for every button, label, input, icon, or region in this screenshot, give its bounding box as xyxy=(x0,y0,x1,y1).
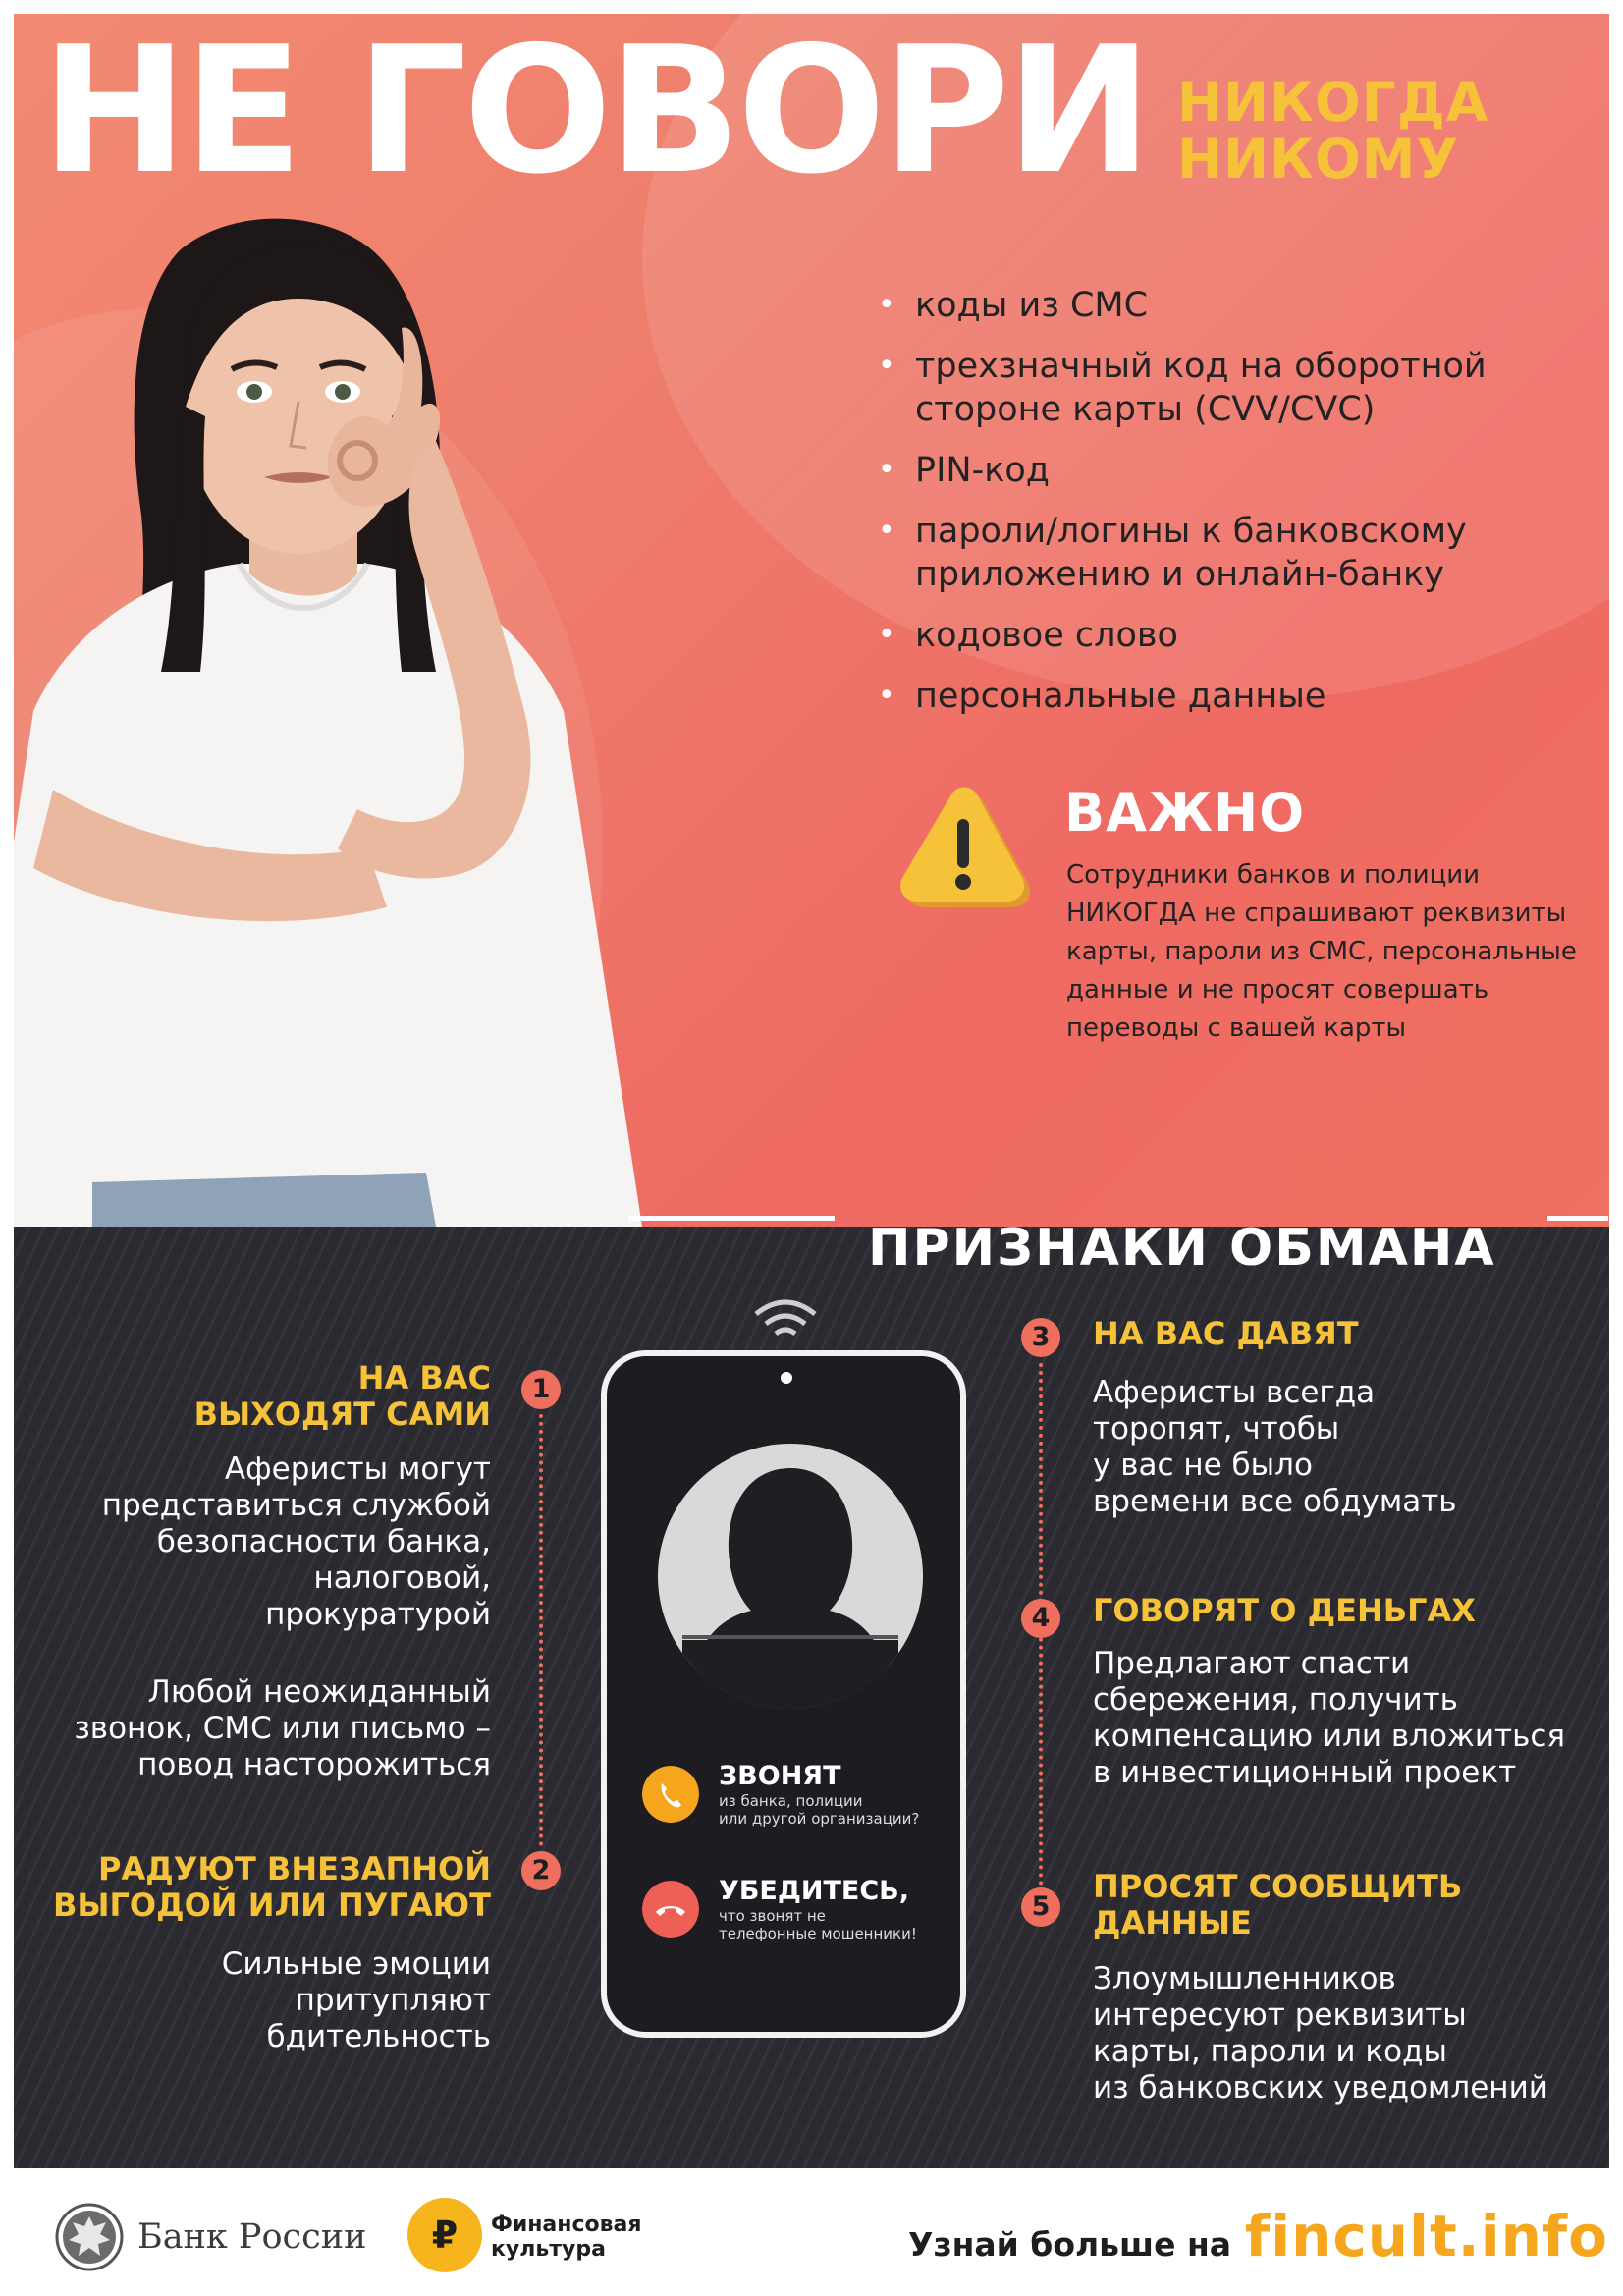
sign-5-title-line: ПРОСЯТ СООБЩИТЬ xyxy=(1093,1868,1463,1905)
sign-4-number: 4 xyxy=(1021,1599,1060,1638)
text-line: Сильные эмоции xyxy=(221,1946,491,1982)
text-line: звонок, СМС или письмо – xyxy=(74,1711,491,1746)
sign-5-text xyxy=(1093,1961,1613,2106)
fincult-name xyxy=(491,2213,642,2262)
sign-5-number: 5 xyxy=(1021,1887,1060,1927)
sign-2-title-line: ВЫГОДОЙ ИЛИ ПУГАЮТ xyxy=(52,1886,491,1924)
text-line: притупляют xyxy=(295,1983,491,2018)
incoming-call-icon xyxy=(642,1766,699,1823)
text-line: безопасности банка, xyxy=(156,1524,491,1559)
text-line: повод насторожиться xyxy=(137,1747,491,1782)
sign-2-title xyxy=(39,1851,491,1924)
text-line: Предлагают спасти xyxy=(1093,1646,1411,1681)
text-line: карты, пароли и коды xyxy=(1093,2034,1447,2069)
sign-3-number: 3 xyxy=(1021,1318,1060,1357)
sign-5-title-line: ДАННЫЕ xyxy=(1093,1904,1252,1941)
text-line: интересуют реквизиты xyxy=(1093,1997,1467,2033)
sign-2-number: 2 xyxy=(521,1851,561,1890)
list-item: • коды из СМС xyxy=(868,284,1575,327)
text-line: Злоумышленников xyxy=(1093,1961,1396,1996)
divider-line xyxy=(1547,1216,1608,1221)
text-line: что звонят не xyxy=(719,1907,826,1925)
text-line: прокуратурой xyxy=(265,1597,491,1632)
sign-3-text xyxy=(1093,1375,1584,1520)
dotted-connector xyxy=(539,1414,543,1846)
caller-avatar xyxy=(658,1444,923,1709)
text-line: бдительность xyxy=(266,2019,491,2054)
text-line: в инвестиционный проект xyxy=(1093,1755,1517,1790)
hang-up-icon xyxy=(642,1881,699,1938)
subtitle xyxy=(1177,71,1489,191)
subtitle-line-2: НИКОМУ xyxy=(1177,127,1459,191)
woman-silent-illustration xyxy=(14,161,701,1227)
text-line: Аферисты могут xyxy=(224,1451,491,1487)
call-title: ЗВОНЯТ xyxy=(719,1761,841,1791)
sign-5-title xyxy=(1093,1869,1584,1941)
sign-1-title-line: НА ВАС xyxy=(357,1359,491,1396)
main-title: НЕ ГОВОРИ xyxy=(41,14,1149,212)
learn-more-text: Узнай больше на xyxy=(908,2225,1232,2264)
sign-4-title: ГОВОРЯТ О ДЕНЬГАХ xyxy=(1093,1592,1476,1629)
text-line: Финансовая xyxy=(491,2213,642,2237)
top-section xyxy=(14,14,1609,1227)
list-item: • PIN-код xyxy=(868,449,1575,492)
check-subtitle xyxy=(719,1907,964,1942)
sign-3-title: НА ВАС ДАВЯТ xyxy=(1093,1315,1359,1352)
text-line: у вас не было xyxy=(1093,1448,1313,1483)
signal-icon xyxy=(751,1296,820,1345)
text-line: или другой организации? xyxy=(719,1810,920,1828)
text-line: телефонные мошенники! xyxy=(719,1925,917,1942)
bank-of-russia-emblem-icon xyxy=(55,2203,124,2271)
sign-2-text xyxy=(39,1946,491,2055)
text-line: налоговой, xyxy=(313,1560,491,1596)
list-item: • пароли/логины к банковскому приложению и онлайн-банку xyxy=(868,510,1575,596)
text-line: компенсацию или вложиться xyxy=(1093,1719,1566,1754)
sign-2-title-line: РАДУЮТ ВНЕЗАПНОЙ xyxy=(98,1850,491,1887)
website-link[interactable]: fincult.info xyxy=(1245,2203,1608,2269)
important-text: Сотрудники банков и полиции НИКОГДА не спрашивают реквизиты карты, пароли из СМС, персональные данные и не просят совершать переводы с вашей карты xyxy=(1066,860,1577,1043)
ruble-icon: ₽ xyxy=(431,2214,459,2257)
text-line: торопят, чтобы xyxy=(1093,1411,1340,1447)
sign-1-title-line: ВЫХОДЯТ САМИ xyxy=(193,1395,491,1433)
list-item: • трехзначный код на оборотной стороне карты (CVV/CVC) xyxy=(868,345,1575,431)
sign-1-text xyxy=(39,1451,491,1633)
sign-1-note xyxy=(39,1674,491,1783)
phone-camera xyxy=(781,1372,792,1384)
sign-4-text xyxy=(1093,1646,1613,1791)
important-title: ВАЖНО xyxy=(1064,782,1306,844)
bank-name: Банк России xyxy=(137,2217,367,2257)
text-line: сбережения, получить xyxy=(1093,1682,1458,1718)
subtitle-line-1: НИКОГДА xyxy=(1177,71,1489,134)
sign-1-number: 1 xyxy=(521,1370,561,1409)
text-line: Любой неожиданный xyxy=(147,1674,491,1710)
section-title: ПРИЗНАКИ ОБМАНА xyxy=(868,1227,1496,1278)
text-line: культура xyxy=(491,2237,606,2262)
secrets-list xyxy=(868,284,1575,736)
divider-line xyxy=(628,1216,835,1221)
list-item: • персональные данные xyxy=(868,675,1575,718)
text-line: представиться службой xyxy=(101,1488,491,1523)
text-line: из банковских уведомлений xyxy=(1093,2070,1548,2105)
warning-icon xyxy=(893,780,1030,917)
text-line: времени все обдумать xyxy=(1093,1484,1457,1519)
hooded-person-icon xyxy=(658,1444,923,1709)
list-item: • кодовое слово xyxy=(868,614,1575,657)
check-title: УБЕДИТЕСЬ, xyxy=(719,1876,909,1906)
text-line: Аферисты всегда xyxy=(1093,1375,1376,1410)
sign-1-title xyxy=(59,1360,491,1433)
text-line: из банка, полиции xyxy=(719,1792,863,1810)
call-subtitle xyxy=(719,1792,964,1828)
